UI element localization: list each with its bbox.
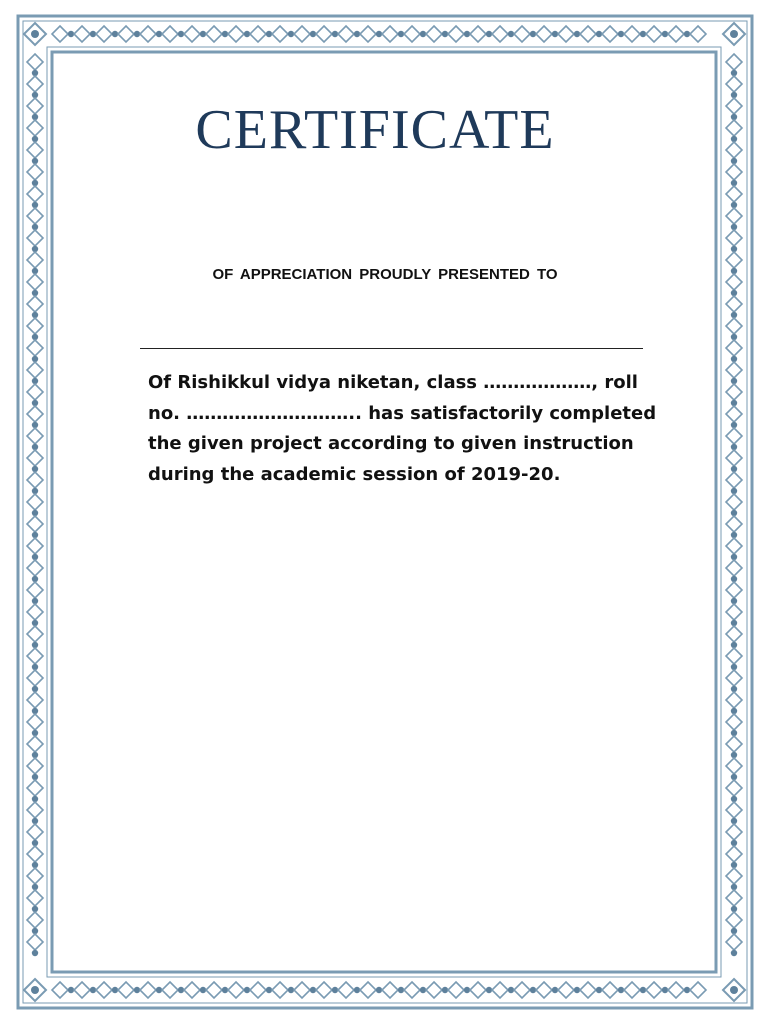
body-line: the given project according to given instruction <box>148 433 634 454</box>
certificate-subtitle: OF APPRECIATION PROUDLY PRESENTED TO <box>212 266 558 283</box>
body-line: Of Rishikkul vidya niketan, class ………………, roll <box>148 372 638 393</box>
recipient-name-line <box>140 348 643 349</box>
body-line: during the academic session of 2019-20. <box>148 463 561 485</box>
certificate-title: CERTIFICATE <box>195 99 555 161</box>
certificate-body <box>148 368 657 490</box>
body-line: no. ……………………….. has satisfactorily completed <box>148 402 657 424</box>
